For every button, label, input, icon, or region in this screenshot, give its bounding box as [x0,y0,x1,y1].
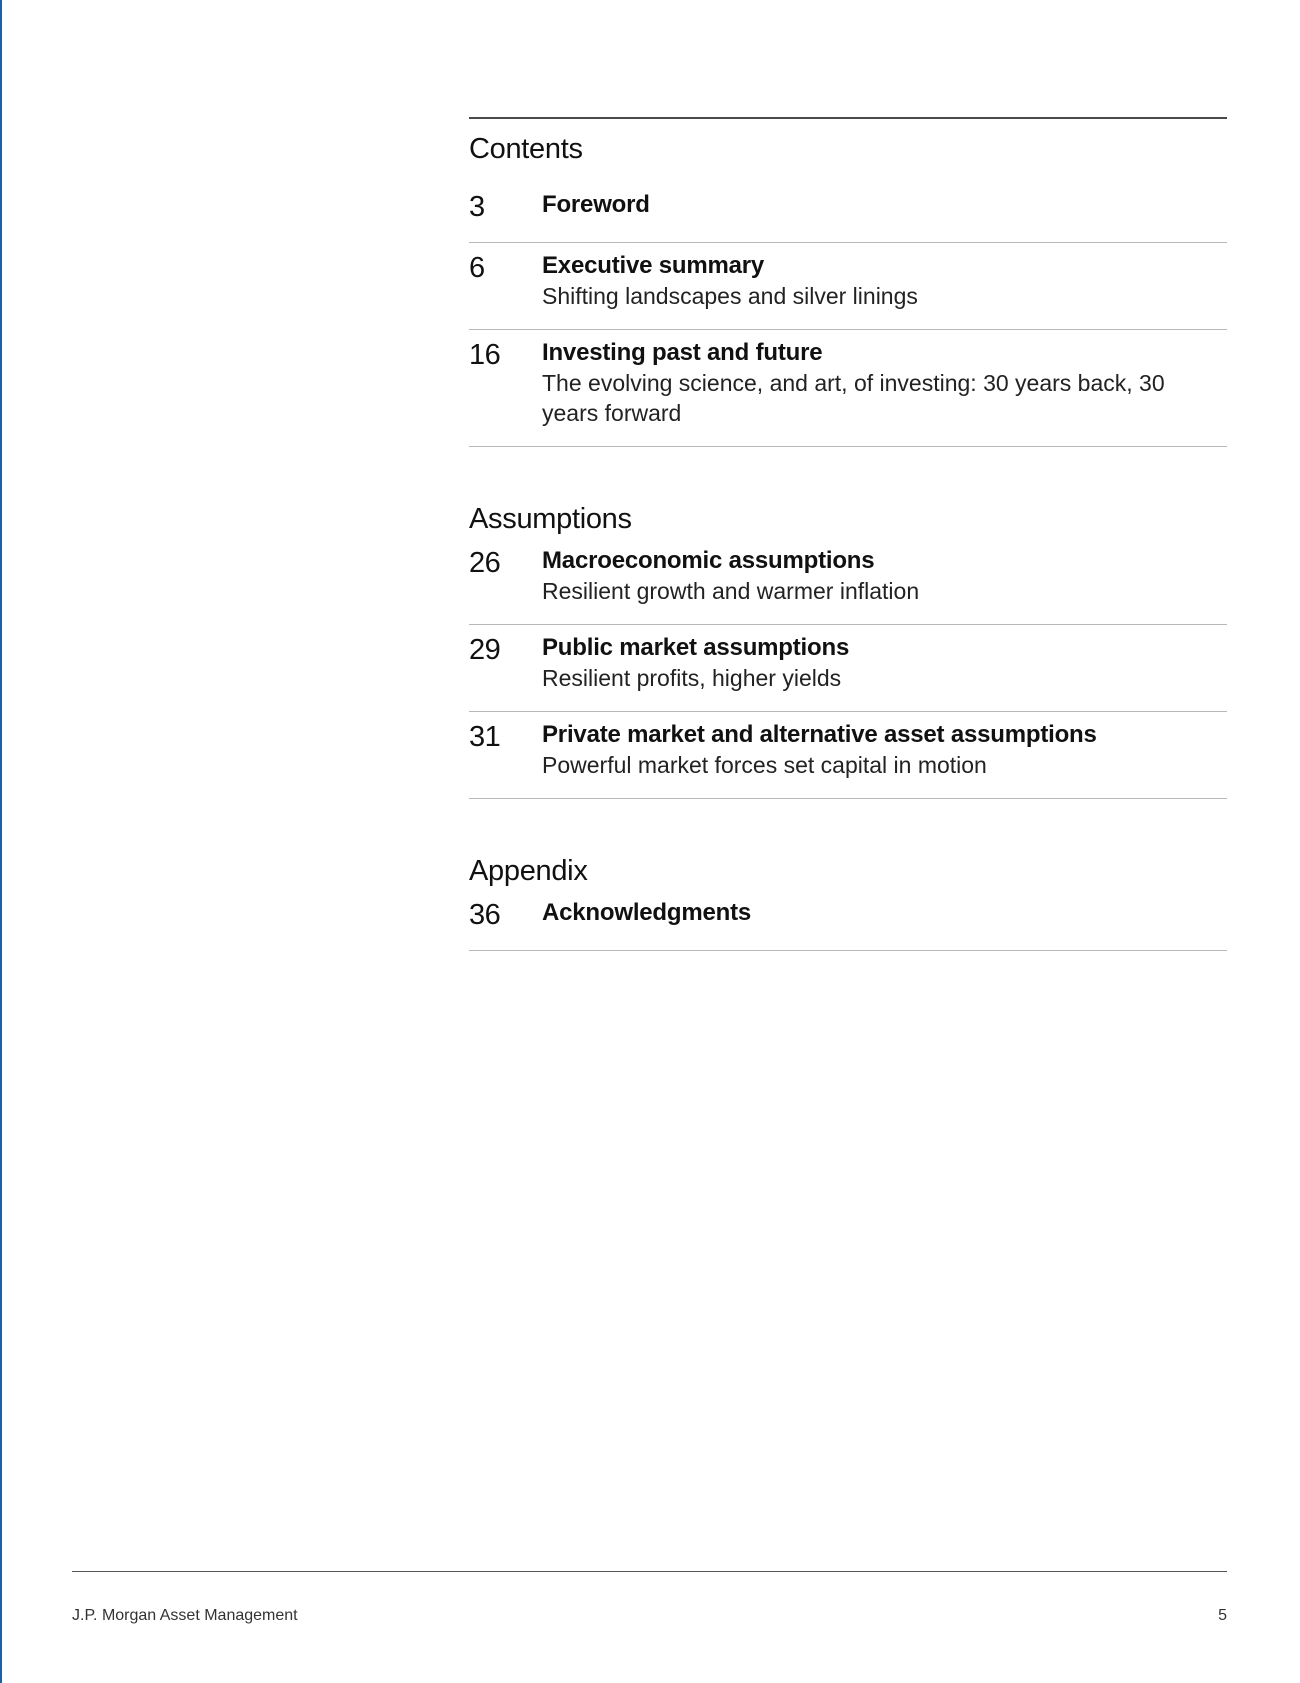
footer-divider [72,1571,1227,1572]
toc-entry-investing-past-and-future[interactable] [469,330,1227,447]
table-of-contents [469,117,1227,951]
toc-entry-subtitle: Shifting landscapes and silver linings [542,283,918,309]
section-title-assumptions: Assumptions [469,503,632,535]
toc-entry-text [542,720,1227,780]
toc-entry-title: Executive summary [542,252,765,279]
toc-entry-executive-summary[interactable] [469,243,1227,330]
toc-entry-acknowledgments[interactable] [469,898,1227,951]
toc-entry-text [542,251,1227,311]
toc-page-number: 6 [469,252,485,284]
toc-entry-text [542,633,1227,693]
toc-entry-title: Foreword [542,191,650,218]
toc-entry-text [542,898,1227,932]
toc-page-number: 16 [469,339,501,371]
toc-entry-title: Acknowledgments [542,899,752,926]
toc-entry-subtitle: The evolving science, and art, of investing: 30 years back, 30 years forward [542,370,1165,426]
toc-page-number: 3 [469,191,485,223]
toc-entry-macroeconomic-assumptions[interactable] [469,546,1227,625]
footer-publisher: J.P. Morgan Asset Management [72,1607,298,1624]
section-title-appendix: Appendix [469,855,588,887]
toc-entry-subtitle: Resilient profits, higher yields [542,665,842,691]
assumptions-section [469,503,1227,799]
toc-entry-text [542,338,1227,428]
toc-entry-text [542,546,1227,606]
appendix-section [469,855,1227,951]
toc-page-number: 26 [469,547,501,579]
toc-entry-subtitle: Resilient growth and warmer inflation [542,578,920,604]
toc-entry-subtitle: Powerful market forces set capital in motion [542,752,987,778]
toc-entry-title: Public market assumptions [542,634,850,661]
left-edge-rule [0,0,2,1683]
toc-entry-private-market-assumptions[interactable] [469,712,1227,799]
top-divider [469,117,1227,119]
toc-entry-text [542,190,1227,224]
toc-entry-public-market-assumptions[interactable] [469,625,1227,712]
toc-page-number: 36 [469,899,501,931]
section-title-contents: Contents [469,133,583,165]
contents-section [469,133,1227,447]
toc-entry-foreword[interactable] [469,190,1227,243]
toc-page-number: 29 [469,634,501,666]
toc-entry-title: Investing past and future [542,339,823,366]
footer-page-number: 5 [1218,1607,1227,1624]
toc-entry-title: Macroeconomic assumptions [542,547,875,574]
toc-page-number: 31 [469,721,501,753]
toc-entry-title: Private market and alternative asset assumptions [542,721,1097,748]
